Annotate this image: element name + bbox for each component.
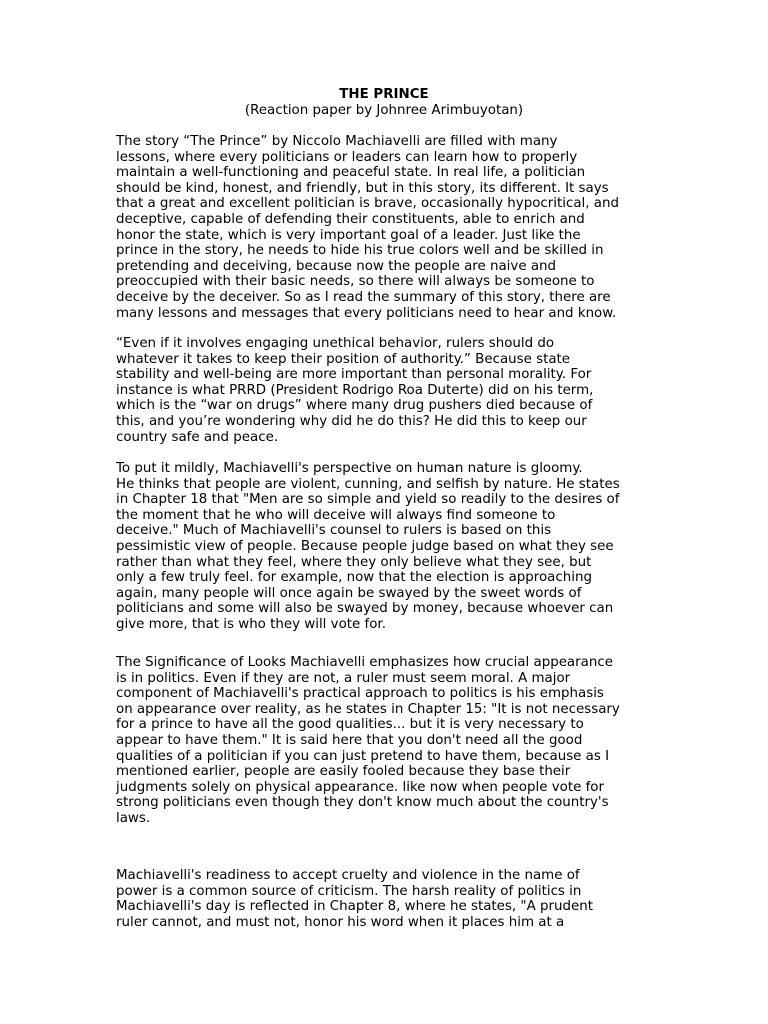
paragraph-human-nature: To put it mildly, Machiavelli's perspective on human nature is gloomy. He thinks that people are violent, cunning, and selfish by nature. He states in Chapter 18 that "Men are so simple and yield so readily to the desires of the moment that he who will deceive will always find someone to deceive." Much of Machiavelli's counsel to rulers is based on this pessimistic view of people. Because people judge based on what they see rather than what they feel, where they only believe what they see, but only a few truly feel. for example, now that the election is approaching again, many people will once again be swayed by the sweet words of politicians and some will also be swayed by money, because whoever can give more, that is who they will vote for. [116, 461, 620, 632]
document-subtitle: (Reaction paper by Johnree Arimbuyotan) [244, 103, 524, 118]
document-title: THE PRINCE [339, 87, 429, 102]
paragraph-significance-of-looks: The Significance of Looks Machiavelli emphasizes how crucial appearance is in politics. Even if they are not, a ruler must seem moral. A major component of Machiavelli's practical approach to politics is his emphasis on appearance over reality, as he states in Chapter 15: "It is not necessary for a prince to have all the good qualities... but it is very necessary to appear to have them." It is said here that you don't need all the good qualities of a politician if you can just pretend to have them, because as I mentioned earlier, people are easily fooled because they base their judgments solely on physical appearance. like now when people vote for strong politicians even though they don't know much about the country's laws. [116, 655, 620, 826]
paragraph-cruelty-and-violence: Machiavelli's readiness to accept cruelty and violence in the name of power is a common source of criticism. The harsh reality of politics in Machiavelli's day is reflected in Chapter 8, where he states, "A prudent ruler cannot, and must not, honor his word when it places him at a [116, 868, 593, 930]
paragraph-intro: The story “The Prince” by Niccolo Machiavelli are filled with many lessons, where every politicians or leaders can learn how to properly maintain a well-functioning and peaceful state. In real life, a politician should be kind, honest, and friendly, but in this story, its different. It says that a great and excellent politician is brave, occasionally hypocritical, and deceptive, capable of defending their constituents, able to enrich and honor the state, which is very important goal of a leader. Just like the prince in the story, he needs to hide his true colors well and be skilled in pretending and deceiving, because now the people are naive and preoccupied with their basic needs, so there will always be someone to deceive by the deceiver. So as I read the summary of this story, there are many lessons and messages that every politicians need to hear and know. [116, 134, 619, 321]
paragraph-unethical-behavior: “Even if it involves engaging unethical behavior, rulers should do whatever it takes to keep their position of authority.” Because state stability and well-being are more important than personal morality. For instance is what PRRD (President Rodrigo Roa Duterte) did on his term, which is the “war on drugs” where many drug pushers died because of this, and you’re wondering why did he do this? He did this to keep our country safe and peace. [116, 336, 594, 445]
